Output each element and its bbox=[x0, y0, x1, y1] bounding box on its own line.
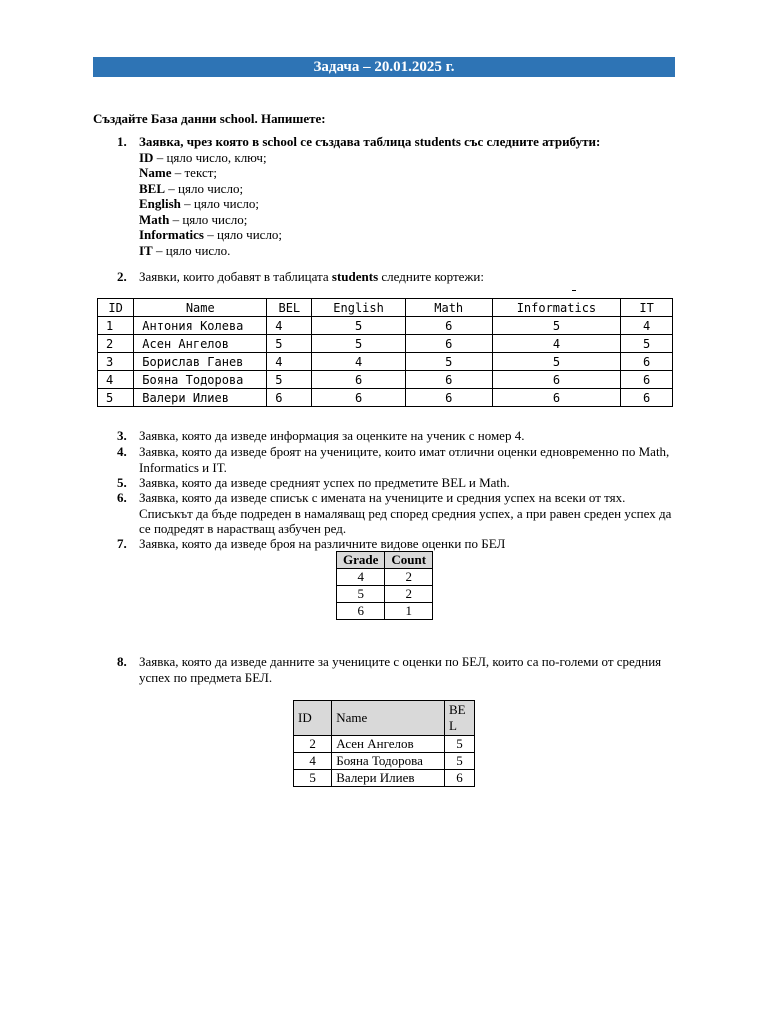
task-number: 7. bbox=[117, 536, 127, 551]
intro-text: Създайте База данни school. Напишете: bbox=[93, 111, 326, 126]
attribute-line: ID – цяло число, ключ; bbox=[139, 149, 267, 165]
task-number: 2. bbox=[117, 269, 127, 284]
task-text: Заявка, чрез която в school се създава таблица students със следните атрибути: bbox=[139, 134, 601, 149]
cell: 4 bbox=[267, 353, 312, 371]
table-row bbox=[98, 371, 673, 389]
cell: 6 bbox=[621, 353, 673, 371]
cell: 5 bbox=[621, 335, 673, 353]
cell: Валери Илиев bbox=[134, 389, 267, 407]
cell: 5 bbox=[294, 770, 332, 787]
table-header-row bbox=[294, 701, 475, 736]
column-header: Name bbox=[332, 701, 445, 736]
task-text: Заявка, която да изведе средният успех по предметите BEL и Math. bbox=[139, 475, 510, 490]
cell: Асен Ангелов bbox=[332, 736, 445, 753]
cell: 2 bbox=[98, 335, 134, 353]
cell: 5 bbox=[445, 753, 475, 770]
attribute-line: IT – цяло число. bbox=[139, 242, 231, 258]
column-header: Math bbox=[405, 299, 492, 317]
cell: 4 bbox=[267, 317, 312, 335]
table-row bbox=[294, 753, 475, 770]
cell: 6 bbox=[492, 389, 621, 407]
grades-count-table bbox=[336, 551, 433, 620]
cell: 5 bbox=[267, 335, 312, 353]
cell: 5 bbox=[445, 736, 475, 753]
table-header-row bbox=[337, 552, 433, 569]
attribute-line: English – цяло число; bbox=[139, 196, 259, 211]
table-row bbox=[98, 389, 673, 407]
table-row bbox=[98, 335, 673, 353]
task-number: 1. bbox=[117, 134, 127, 149]
cell: 2 bbox=[385, 586, 433, 603]
column-header: Name bbox=[134, 299, 267, 317]
cell: 6 bbox=[621, 371, 673, 389]
cell: Валери Илиев bbox=[332, 770, 445, 787]
cell: 4 bbox=[492, 335, 621, 353]
above-average-table bbox=[293, 700, 475, 787]
cell: 6 bbox=[405, 335, 492, 353]
table-row bbox=[294, 736, 475, 753]
task-text: Заявка, която да изведе данните за учениците с оценки по БЕЛ, които са по-големи от средния успех по предмета БЕЛ. bbox=[139, 654, 662, 685]
cell: 4 bbox=[294, 753, 332, 770]
cell: Бояна Тодорова bbox=[134, 371, 267, 389]
cell: 6 bbox=[492, 371, 621, 389]
task-number: 4. bbox=[117, 444, 127, 459]
cell: Бояна Тодорова bbox=[332, 753, 445, 770]
column-header: ID bbox=[98, 299, 134, 317]
cell: Борислав Ганев bbox=[134, 353, 267, 371]
cell: 4 bbox=[98, 371, 134, 389]
attribute-line: Math – цяло число; bbox=[139, 211, 248, 227]
table-row bbox=[98, 317, 673, 335]
column-header: ID bbox=[294, 701, 332, 736]
column-header: BEL bbox=[445, 701, 475, 736]
column-header: Informatics bbox=[492, 299, 621, 317]
cell: 5 bbox=[312, 335, 405, 353]
cell: 6 bbox=[405, 389, 492, 407]
column-header: Count bbox=[385, 552, 433, 569]
task-number: 6. bbox=[117, 490, 127, 505]
table-row bbox=[337, 603, 433, 620]
cell: 6 bbox=[267, 389, 312, 407]
table-row bbox=[337, 569, 433, 586]
cell: 6 bbox=[312, 371, 405, 389]
cell: 5 bbox=[98, 389, 134, 407]
table-row bbox=[98, 353, 673, 371]
task-text: Заявка, която да изведе информация за оценките на ученик с номер 4. bbox=[139, 428, 525, 443]
cell: 6 bbox=[405, 371, 492, 389]
table-header-row bbox=[98, 299, 673, 317]
cell: 4 bbox=[621, 317, 673, 335]
cell: 4 bbox=[337, 569, 385, 586]
column-header: English bbox=[312, 299, 405, 317]
cell: 5 bbox=[337, 586, 385, 603]
attribute-line: BEL – цяло число; bbox=[139, 180, 244, 196]
cell: Асен Ангелов bbox=[134, 335, 267, 353]
cell: 6 bbox=[312, 389, 405, 407]
cell: Антония Колева bbox=[134, 317, 267, 335]
cell: 6 bbox=[445, 770, 475, 787]
cell: 5 bbox=[405, 353, 492, 371]
column-header: Grade bbox=[337, 552, 385, 569]
cell: 6 bbox=[405, 317, 492, 335]
task-number: 8. bbox=[117, 654, 127, 669]
task-text: Заявки, които добавят в таблицата students следните кортежи: bbox=[139, 269, 484, 284]
table-row bbox=[294, 770, 475, 787]
attribute-line: Name – текст; bbox=[139, 165, 218, 180]
cell: 6 bbox=[621, 389, 673, 407]
cell: 5 bbox=[492, 353, 621, 371]
students-table bbox=[97, 298, 673, 407]
cell: 2 bbox=[294, 736, 332, 753]
cell: 2 bbox=[385, 569, 433, 586]
cell: 6 bbox=[337, 603, 385, 620]
cell: 5 bbox=[267, 371, 312, 389]
task-text: Заявка, която да изведе броя на различните видове оценки по БЕЛ bbox=[139, 536, 506, 551]
document-title: Задача – 20.01.2025 г. bbox=[93, 57, 675, 77]
cell: 1 bbox=[98, 317, 134, 335]
column-header: IT bbox=[621, 299, 673, 317]
cell: 1 bbox=[385, 603, 433, 620]
task-number: 3. bbox=[117, 428, 127, 443]
cell: 4 bbox=[312, 353, 405, 371]
table-row bbox=[337, 586, 433, 603]
task-text: Заявка, която да изведе броят на учениците, които имат отлични оценки едновременно по Math, Informatics и IT. bbox=[139, 444, 670, 475]
task-number: 5. bbox=[117, 475, 127, 490]
stray-mark bbox=[572, 290, 576, 291]
task-text: Заявка, която да изведе списък с имената на учениците и средния успех на всеки от тях. Списъкът да бъде подреден в намаляващ ред според средния успех, а при равен среден успех да се подредят в нарастващ азбучен ред. bbox=[139, 490, 672, 536]
cell: 3 bbox=[98, 353, 134, 371]
column-header: BEL bbox=[267, 299, 312, 317]
cell: 5 bbox=[312, 317, 405, 335]
attribute-line: Informatics – цяло число; bbox=[139, 227, 283, 242]
cell: 5 bbox=[492, 317, 621, 335]
